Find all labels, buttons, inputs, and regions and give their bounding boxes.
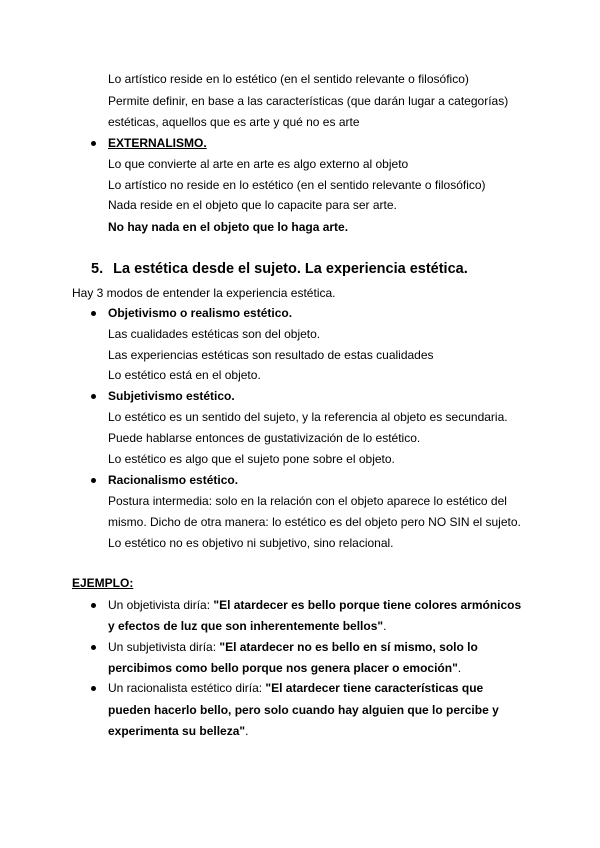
intro-line-1: Lo artístico reside en lo estético (en el sentido relevante o filosófico) bbox=[108, 72, 469, 86]
example-quote: "El atardecer es bello porque tiene colores armónicos bbox=[213, 598, 522, 612]
mode-subjetivismo-line-2: Puede hablarse entonces de gustativización de lo estético. bbox=[108, 431, 421, 445]
mode-objetivismo-label: Objetivismo o realismo estético. bbox=[108, 306, 293, 320]
example-prefix: Un objetivista diría: bbox=[108, 598, 214, 612]
intro-line-3: estéticas, aquellos que es arte y qué no es arte bbox=[108, 115, 360, 129]
mode-objetivismo-line-3: Lo estético está en el objeto. bbox=[108, 368, 261, 382]
example-quote: "El atardecer tiene características que bbox=[265, 681, 484, 695]
example-end: . bbox=[245, 724, 249, 738]
bullet-dot bbox=[91, 645, 96, 650]
example-racionalista bbox=[108, 680, 483, 696]
mode-racionalismo-line-2: mismo. Dicho de otra manera: lo estético es del objeto pero NO SIN el sujeto. bbox=[108, 515, 521, 529]
section-intro: Hay 3 modos de entender la experiencia estética. bbox=[72, 286, 336, 300]
mode-objetivismo-line-1: Las cualidades estéticas son del objeto. bbox=[108, 327, 321, 341]
bullet-dot bbox=[91, 394, 96, 399]
bullet-dot bbox=[91, 311, 96, 316]
mode-subjetivismo-line-3: Lo estético es algo que el sujeto pone sobre el objeto. bbox=[108, 452, 395, 466]
example-quote: pueden hacerlo bello, pero solo cuando hay alguien que lo percibe y bbox=[108, 703, 499, 717]
bullet-dot bbox=[91, 141, 96, 146]
mode-racionalismo-label: Racionalismo estético. bbox=[108, 473, 239, 487]
section-number: 5. bbox=[91, 261, 104, 277]
bullet-dot bbox=[91, 603, 96, 608]
intro-line-2: Permite definir, en base a las características (que darán lugar a categorías) bbox=[108, 94, 509, 108]
ejemplo-label: EJEMPLO: bbox=[72, 576, 134, 590]
mode-objetivismo-line-2: Las experiencias estéticas son resultado de estas cualidades bbox=[108, 348, 434, 362]
mode-subjetivismo-label: Subjetivismo estético. bbox=[108, 389, 235, 403]
bullet-dot bbox=[91, 478, 96, 483]
example-quote: y efectos de luz que son inherentemente bellos" bbox=[108, 619, 384, 633]
example-objetivista bbox=[108, 597, 521, 613]
externalismo-line-3: Nada reside en el objeto que lo capacite para ser arte. bbox=[108, 198, 397, 212]
example-quote: "El atardecer no es bello en sí mismo, solo lo bbox=[219, 640, 478, 654]
bullet-dot bbox=[91, 686, 96, 691]
mode-racionalismo-line-1: Postura intermedia: solo en la relación con el objeto aparece lo estético del bbox=[108, 494, 507, 508]
example-quote: experimenta su belleza" bbox=[108, 724, 246, 738]
section-heading bbox=[91, 260, 468, 278]
section-title: La estética desde el sujeto. La experiencia estética. bbox=[113, 261, 468, 277]
externalismo-line-2: Lo artístico no reside en lo estético (en el sentido relevante o filosófico) bbox=[108, 178, 486, 192]
example-end: . bbox=[383, 619, 387, 633]
example-quote: percibimos como bello porque nos genera placer o emoción" bbox=[108, 661, 458, 675]
externalismo-bold-line: No hay nada en el objeto que lo haga arte. bbox=[108, 220, 349, 234]
example-subjetivista bbox=[108, 639, 478, 655]
example-prefix: Un racionalista estético diría: bbox=[108, 681, 266, 695]
externalismo-label: EXTERNALISMO. bbox=[108, 136, 207, 150]
externalismo-line-1: Lo que convierte al arte en arte es algo externo al objeto bbox=[108, 157, 409, 171]
example-end: . bbox=[457, 661, 462, 675]
mode-subjetivismo-line-1: Lo estético es un sentido del sujeto, y la referencia al objeto es secundaria. bbox=[108, 410, 508, 424]
example-prefix: Un subjetivista diría: bbox=[108, 640, 220, 654]
mode-racionalismo-line-3: Lo estético no es objetivo ni subjetivo, sino relacional. bbox=[108, 536, 394, 550]
